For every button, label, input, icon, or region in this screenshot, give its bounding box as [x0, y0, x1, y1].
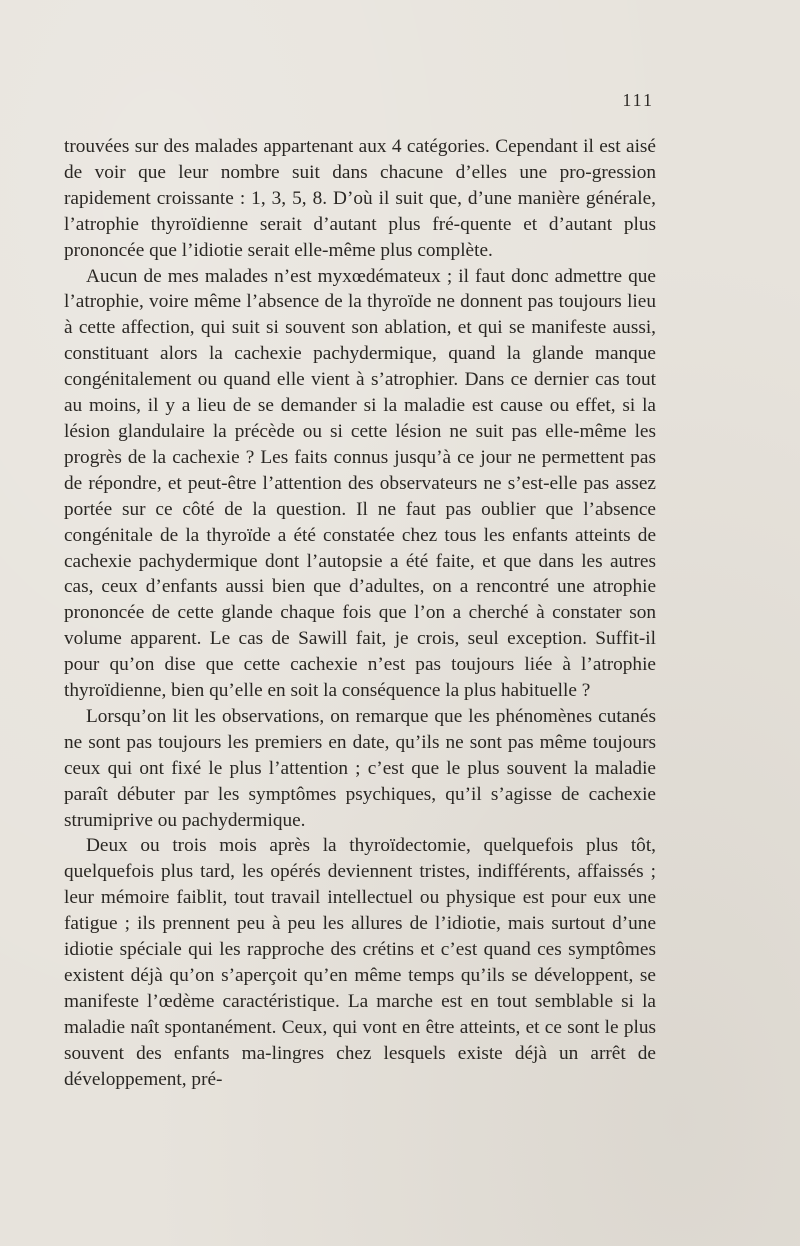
paragraph-3: Lorsqu’on lit les observations, on remarque que les phénomènes cutanés ne sont pas toujours les premiers en date, qu’ils ne sont pas même toujours ceux qui ont fixé le plus l’attention ; c’est que le plus souvent la maladie paraît débuter par les symptômes psychiques, qu’il s’agisse de cachexie strumiprive ou pachydermique.	[64, 705, 656, 831]
page-number: 111	[622, 90, 654, 110]
body-text	[64, 134, 656, 1093]
paragraph-4: Deux ou trois mois après la thyroïdectomie, quelquefois plus tôt, quelquefois plus tard, les opérés deviennent tristes, indifférents, affaissés ; leur mémoire faiblit, tout travail intellectuel ou physique est pour eux une fatigue ; ils prennent peu à peu les allures de l’idiotie, mais surtout d’une idiotie spéciale qui les rapproche des crétins et c’est quand ces symptômes existent déjà qu’on s’aperçoit qu’en même temps qu’ils se développent, se manifeste l’œdème caractéristique. La marche est en tout semblable si la maladie naît spontanément. Ceux, qui vont en être atteints, et ce sont le plus souvent des enfants ma-lingres chez lesquels existe déjà un arrêt de développement, pré-	[64, 835, 656, 1090]
paragraph-1: trouvées sur des malades appartenant aux 4 catégories. Cependant il est aisé de voir que leur nombre suit dans chacune d’elles une pro-gression rapidement croissante : 1, 3, 5, 8. D’où il suit que, d’une manière générale, l’atrophie thyroïdienne serait d’autant plus fré-quente et d’autant plus prononcée que l’idiotie serait elle-même plus complète.	[64, 136, 656, 261]
paragraph-2: Aucun de mes malades n’est myxœdémateux ; il faut donc admettre que l’atrophie, voire même l’absence de la thyroïde ne donnent pas toujours lieu à cette affection, qui suit si souvent son ablation, et qui se manifeste aussi, constituant alors la cachexie pachydermique, quand la glande manque congénitalement ou quand elle vient à s’atrophier. Dans ce dernier cas tout au moins, il y a lieu de se demander si la maladie est cause ou effet, si la lésion glandulaire la précède ou si cette lésion ne suit pas elle-même les progrès de la cachexie ? Les faits connus jusqu’à ce jour ne permettent pas de répondre, et peut-être l’attention des observateurs ne s’est-elle pas assez portée sur ce côté de la question. Il ne faut pas oublier que l’absence congénitale de la thyroïde a été constatée chez tous les enfants atteints de cachexie pachydermique dont l’autopsie a été faite, et que dans les autres cas, ceux d’enfants aussi bien que d’adultes, on a rencontré une atrophie prononcée de cette glande chaque fois que l’on a cherché à constater son volume apparent. Le cas de Sawill fait, je crois, seul exception. Suffit-il pour qu’on dise que cette cachexie n’est pas toujours liée à l’atrophie thyroïdienne, bien qu’elle en soit la conséquence la plus habituelle ?	[64, 265, 656, 702]
